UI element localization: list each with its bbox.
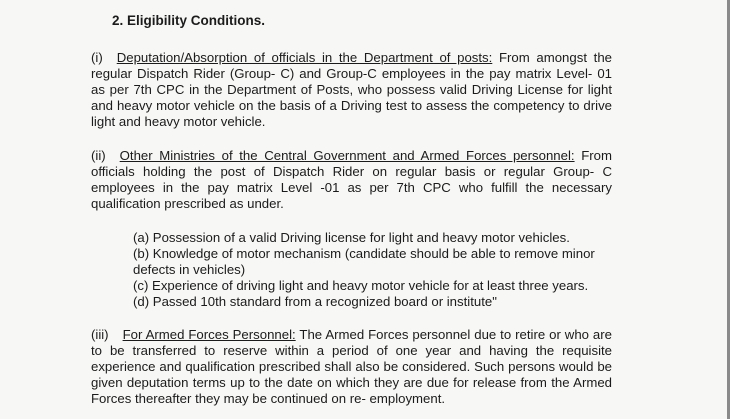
paragraph-label: (ii) (91, 148, 106, 163)
list-item: (d) Passed 10th standard from a recognized board or institute" (133, 294, 497, 309)
paragraph-label: (i) (91, 50, 103, 65)
eligibility-paragraph-other-ministries (91, 148, 612, 212)
paragraph-body: From officials holding the post of Dispatch Rider on regular basis or regular Group- C employees in the pay matrix Level -01 as per 7th CPC who fulfill the necessary qualification prescribed as under. (91, 148, 612, 211)
list-item: (b) Knowledge of motor mechanism (candidate should be able to remove minor defects in vehicles) (133, 246, 595, 277)
list-item: (a) Possession of a valid Driving license for light and heavy motor vehicles. (133, 230, 570, 245)
paragraph-title: Deputation/Absorption of officials in the Department of posts: (116, 50, 493, 65)
qualification-list (133, 230, 603, 310)
list-item: (c) Experience of driving light and heavy motor vehicle for at least three years. (133, 278, 589, 293)
paragraph-title: Other Ministries of the Central Government and Armed Forces personnel: (119, 148, 575, 163)
paragraph-body: From amongst the regular Dispatch Rider (Group- C) and Group-C employees in the pay matrix Level- 01 as per 7th CPC in the Department of Posts, who possess valid Driving License for light and heavy motor vehicle on the basis of a Driving test to assess the competency to drive light and heavy motor vehicle. (91, 50, 612, 129)
eligibility-paragraph-deputation (91, 50, 612, 130)
section-heading: 2. Eligibility Conditions. (112, 13, 266, 28)
eligibility-paragraph-armed-forces (91, 327, 612, 407)
paragraph-title: For Armed Forces Personnel: (122, 327, 296, 342)
paragraph-label: (iii) (91, 327, 109, 342)
paragraph-body: The Armed Forces personnel due to retire or who are to be transferred to reserve within a period of one year and having the requisite experience and qualification prescribed shall also be considered. Such persons would be given deputation terms up to the date on which they are due for release from the Armed Forces thereafter they may be continued on re- employment. (91, 327, 612, 406)
